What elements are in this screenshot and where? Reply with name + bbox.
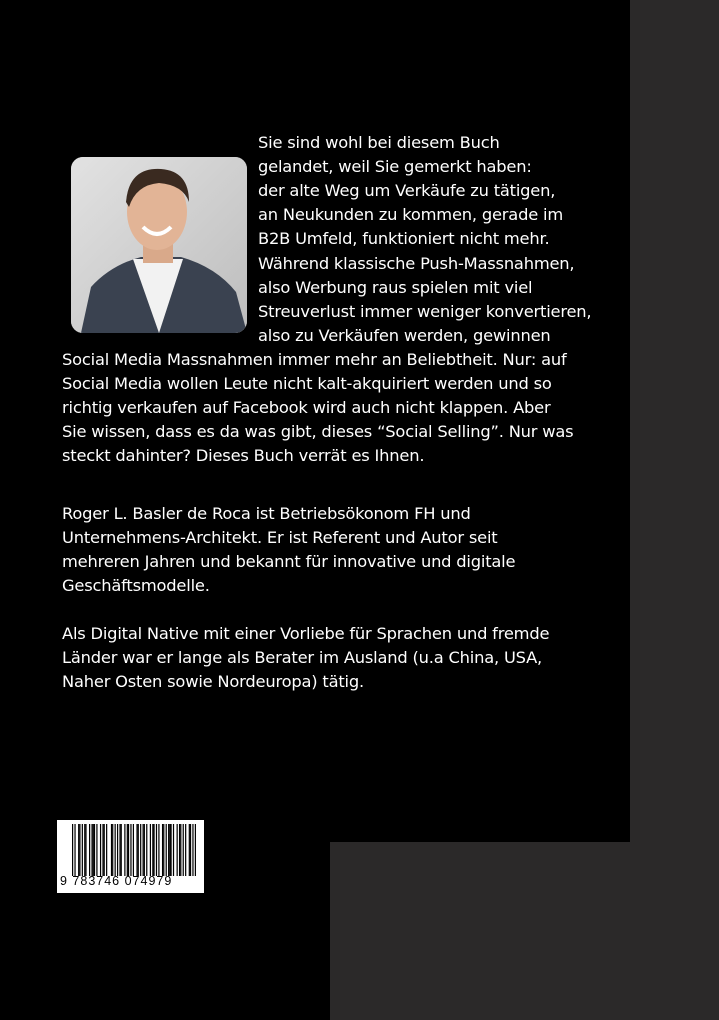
text-line: Während klassische Push-Massnahmen, (258, 253, 575, 273)
text-line: Social Media wollen Leute nicht kalt-akquiriert werden und so (62, 374, 552, 393)
text-line: an Neukunden zu kommen, gerade im (258, 205, 563, 225)
text-line: gelandet, weil Sie gemerkt haben: (258, 157, 532, 177)
barcode-bar (78, 824, 79, 876)
barcode-bar (112, 824, 113, 876)
text-line: richtig verkaufen auf Facebook wird auch nicht klappen. Aber (62, 398, 551, 418)
barcode-bar (79, 824, 80, 876)
text-line: also zu Verkäufen werden, gewinnen (258, 325, 551, 345)
text-line: Streuverlust immer weniger konvertieren, (258, 301, 592, 321)
text-line: Als Digital Native mit einer Vorliebe für Sprachen und fremde (62, 624, 550, 643)
barcode-bar (144, 824, 145, 876)
author-photo (71, 157, 247, 333)
barcode-bar (180, 824, 181, 876)
text-line: Roger L. Basler de Roca ist Betriebsökonom FH und (62, 504, 471, 523)
barcode-bar (185, 824, 186, 876)
barcode-bar (106, 824, 107, 876)
barcode-bar (168, 824, 169, 876)
text-line: Sie wissen, dass es da was gibt, dieses “Social Selling”. Nur was (62, 422, 574, 442)
barcode-bar (117, 824, 118, 876)
isbn-number: 9 783746 074979 (60, 874, 173, 888)
text-line: B2B Umfeld, funktioniert nicht mehr. (258, 229, 550, 249)
barcode-bar (183, 824, 184, 876)
barcode-bar (156, 824, 157, 876)
barcode-bar (72, 824, 73, 876)
barcode-bar (153, 824, 154, 876)
barcode-bar (158, 824, 159, 876)
barcode-bar (190, 824, 191, 876)
barcode-bar (84, 824, 85, 876)
barcode-bar (177, 824, 178, 876)
gray-bottom-block (330, 842, 719, 1020)
barcode-bar (133, 824, 134, 876)
barcode-bar (124, 824, 125, 876)
text-line: steckt dahinter? Dieses Buch verrät es Ihnen. (62, 446, 425, 466)
text-line: Unternehmens-Architekt. Er ist Referent und Autor seit (62, 528, 498, 547)
barcode-bar (91, 824, 92, 876)
barcode-bar (136, 824, 137, 876)
text-line: der alte Weg um Verkäufe zu tätigen, (258, 181, 556, 201)
text-line: Social Media Massnahmen immer mehr an Beliebtheit. Nur: auf (62, 349, 567, 369)
barcode-bar (104, 824, 105, 876)
barcode-bar (128, 824, 129, 876)
barcode-bar (143, 824, 144, 876)
barcode-bar (111, 824, 112, 876)
barcode-bar (163, 824, 164, 876)
text-line: mehreren Jahren und bekannt für innovative und digitale (62, 552, 516, 571)
text-line: also Werbung raus spielen mit viel (258, 277, 533, 297)
barcode-bar (195, 824, 196, 876)
barcode-bar (169, 824, 170, 876)
barcode-bar (173, 824, 174, 876)
text-line: Sie sind wohl bei diesem Buch (258, 133, 500, 152)
barcode-bar (189, 824, 190, 876)
barcode-bar (152, 824, 153, 876)
barcode-bar (94, 824, 95, 876)
barcode-bar (82, 824, 83, 876)
barcode-bar (96, 824, 97, 876)
barcode-bar (179, 824, 180, 876)
isbn-barcode (57, 820, 204, 893)
barcode-bar (127, 824, 128, 876)
barcode-bar (166, 824, 167, 876)
barcode-bar (170, 824, 171, 876)
text-line: Länder war er lange als Berater im Ausland (u.a China, USA, (62, 648, 543, 667)
text-line: Naher Osten sowie Nordeuropa) tätig. (62, 672, 364, 691)
barcode-bar (192, 824, 193, 876)
barcode-bars (72, 824, 196, 876)
barcode-bar (85, 824, 86, 876)
text-line: Geschäftsmodelle. (62, 576, 210, 595)
barcode-bar (146, 824, 147, 876)
barcode-bar (89, 824, 90, 876)
barcode-bar (100, 824, 101, 876)
barcode-bar (102, 824, 103, 876)
barcode-bar (150, 824, 151, 876)
barcode-bar (121, 824, 122, 876)
barcode-bar (74, 824, 75, 876)
barcode-bar (115, 824, 116, 876)
barcode-bar (130, 824, 131, 876)
barcode-bar (138, 824, 139, 876)
barcode-bar (162, 824, 163, 876)
barcode-bar (93, 824, 94, 876)
barcode-bar (140, 824, 141, 876)
barcode-bar (119, 824, 120, 876)
